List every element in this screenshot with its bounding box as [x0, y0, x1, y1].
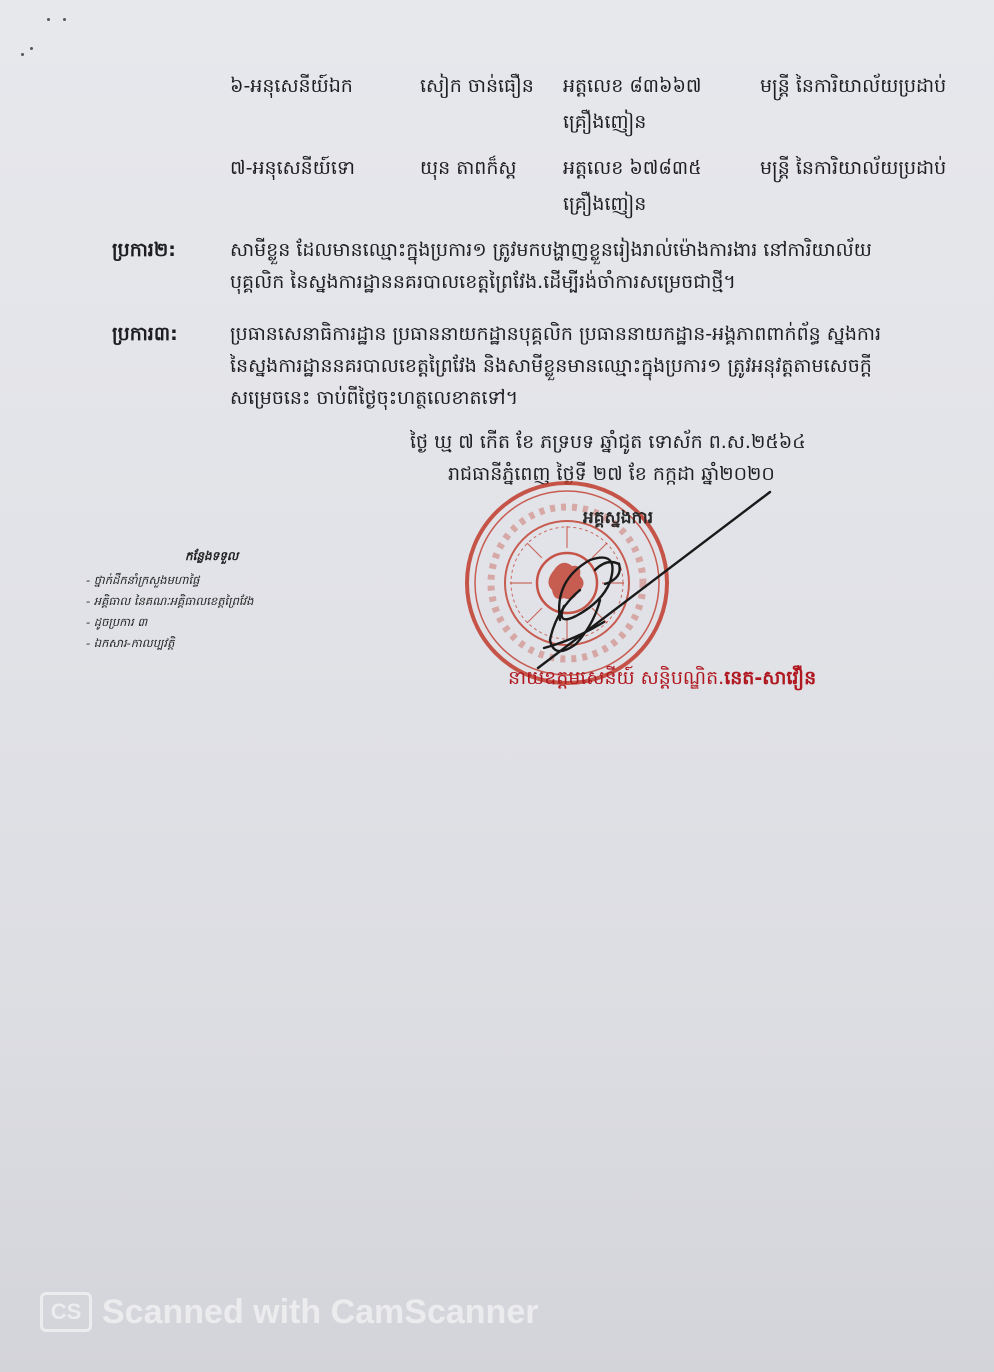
scan-speck [21, 53, 24, 56]
officer-rank: ៦-អនុសេនីយ៍ឯក [230, 75, 353, 97]
article-line: នៃស្នងការដ្ឋាននគរបាលខេត្តព្រៃវែង និងសាមីខ្លួនមានឈ្មោះក្នុងប្រការ១ ត្រូវអនុវត្តតាមសេចក្តី [230, 355, 872, 377]
date-solar: រាជធានីភ្នំពេញ ថ្ងៃទី ២៧ ខែ កក្កដា ឆ្នាំ២០២០ [448, 463, 775, 485]
signer-line [508, 666, 816, 694]
article-line: បុគ្គលិក នៃស្នងការដ្ឋាននគរបាលខេត្តព្រៃវែង.ដើម្បីរង់ចាំការសម្រេចជាថ្មី។ [230, 271, 736, 293]
distribution-item: - ដូចប្រការ ៣ [86, 615, 148, 629]
distribution-list [86, 570, 253, 654]
signer-name: នេត-សាវឿន [724, 667, 817, 689]
scan-speck [63, 18, 66, 21]
distribution-item: - ថ្នាក់ដឹកនាំក្រសួងមហាផ្ទៃ [86, 573, 200, 587]
officer-name: សៀក ចាន់ធឿន [420, 75, 534, 97]
officer-id-number: អត្តលេខ ៦៧៨៣៥ [563, 157, 702, 179]
article-body [230, 234, 950, 298]
watermark-text: Scanned with CamScanner [102, 1292, 539, 1331]
article-label: ប្រការ៣: [112, 323, 178, 345]
article-line: សាមីខ្លួន ដែលមានឈ្មោះក្នុងប្រការ១ ត្រូវមកបង្ហាញខ្លួនរៀងរាល់ម៉ោងការងារ នៅការិយាល័យ [230, 239, 872, 261]
distribution-item: - អគ្គិធាល នៃគណៈអគ្គិធាលខេត្តព្រៃវែង [86, 594, 254, 608]
officer-id-number: អត្តលេខ ៨៣៦៦៧ [563, 75, 702, 97]
officer-position-cont: គ្រឿងញៀន [563, 111, 647, 133]
scan-speck [30, 47, 33, 50]
distribution-item: - ឯកសារ-កាលប្បវត្តិ [86, 636, 175, 650]
camscanner-logo-icon: CS [40, 1292, 92, 1332]
article-line: ប្រធានសេនាធិការដ្ឋាន ប្រធាននាយកដ្ឋានបុគ្គលិក ប្រធាននាយកដ្ឋាន-អង្គភាពពាក់ព័ន្ធ ស្នងការ [230, 323, 882, 345]
article-line: សម្រេចនេះ ចាប់ពីថ្ងៃចុះហត្ថលេខាតទៅ។ [230, 387, 519, 409]
scan-speck [47, 18, 50, 21]
officer-rank: ៧-អនុសេនីយ៍ទោ [230, 157, 355, 179]
signer-title: នាយឧត្តមសេនីយ៍ សន្តិបណ្ឌិត. [508, 667, 725, 689]
date-lunar: ថ្ងៃ ឃ្ម ៧ កើត ខែ ភទ្របទ ឆ្នាំជូត ទោស័ក ព.ស.២៥៦៤ [410, 431, 806, 453]
officer-position: មន្ត្រី នៃការិយាល័យប្រដាប់ [760, 75, 947, 97]
distribution-title: កន្លែងទទួល [185, 549, 239, 563]
officer-position-cont: គ្រឿងញៀន [563, 193, 647, 215]
article-body [230, 318, 950, 414]
officer-position: មន្ត្រី នៃការិយាល័យប្រដាប់ [760, 157, 947, 179]
seal-title: អគ្គស្នងការ [583, 508, 654, 528]
camscanner-watermark [40, 1290, 538, 1334]
article-label: ប្រការ២: [112, 239, 176, 261]
signature-icon [500, 470, 800, 680]
officer-name: យុន តាពក៏ស្ត [420, 157, 517, 179]
